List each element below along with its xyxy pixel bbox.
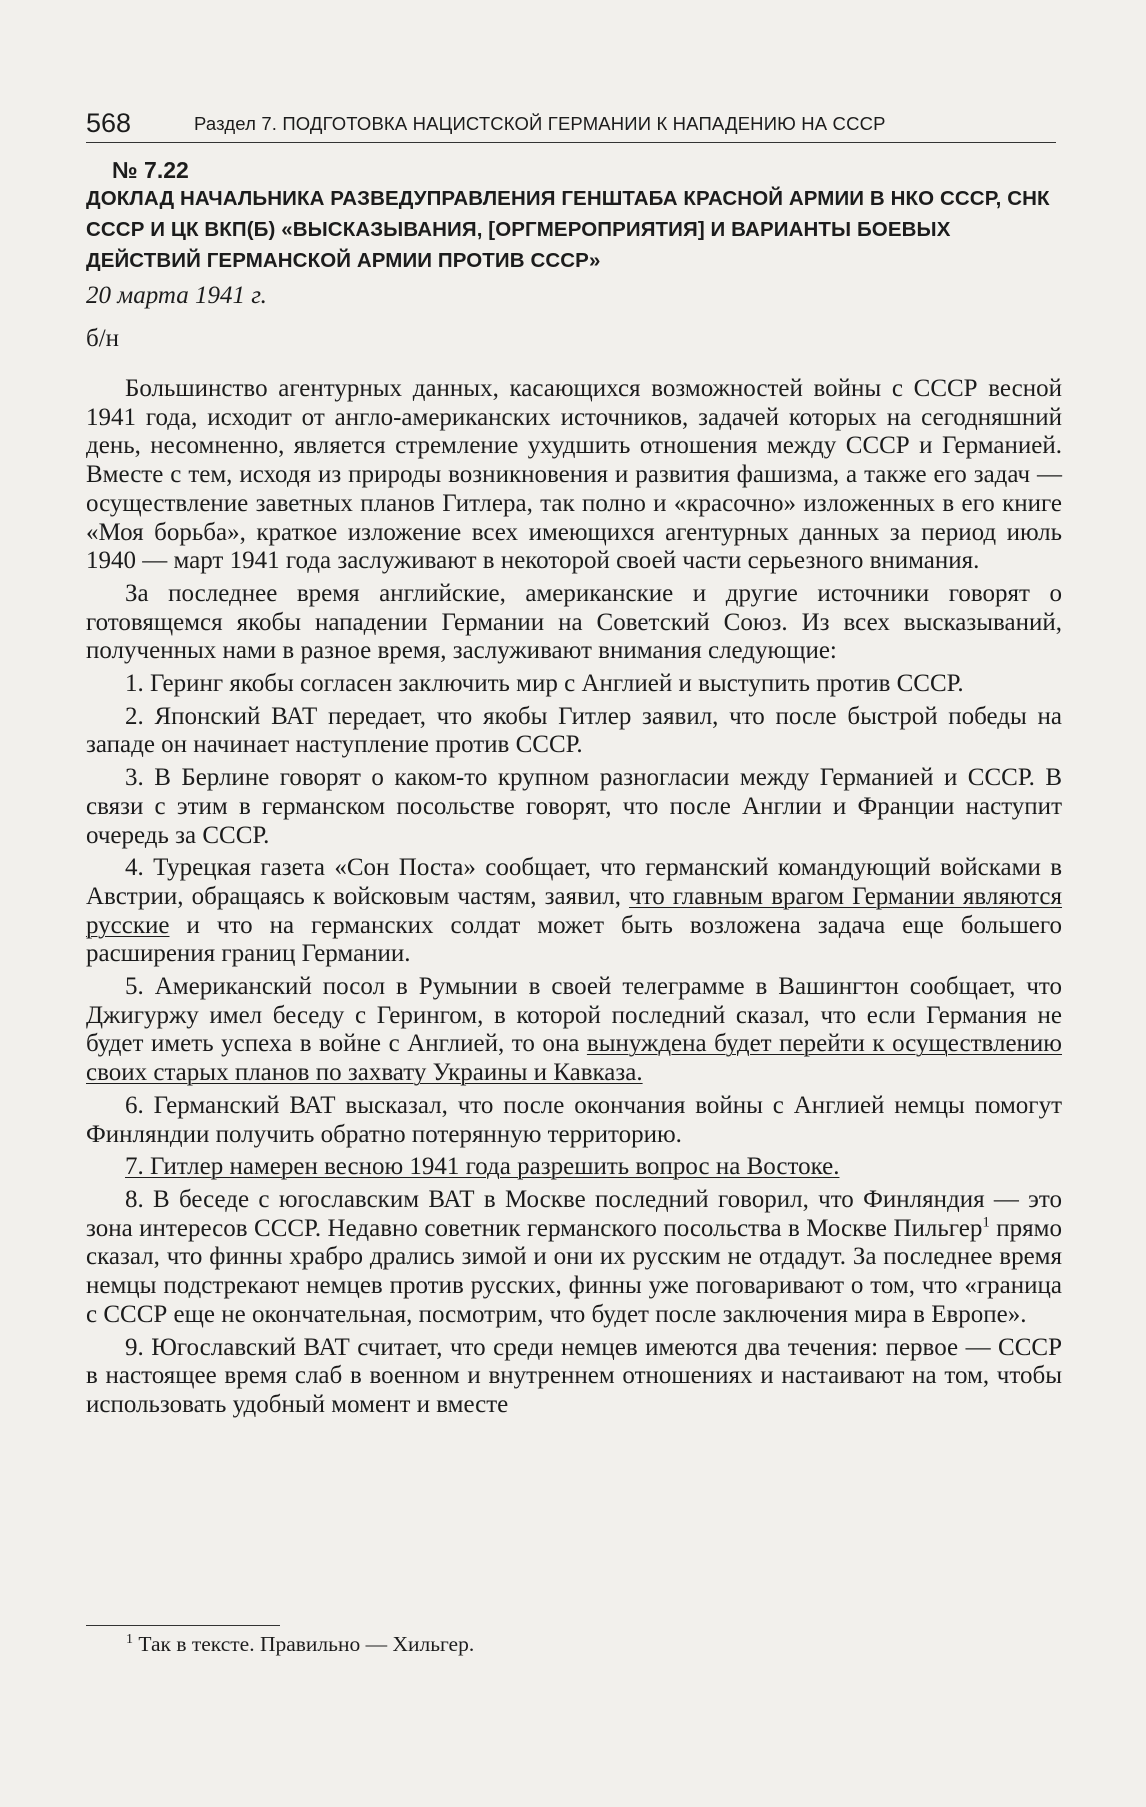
list-item-7-underlined: 7. Гитлер намерен весною 1941 года разрешить вопрос на Востоке.: [125, 1153, 840, 1181]
list-item-3: 3. В Берлине говорят о каком-то крупном разногласии между Германией и СССР. В связи с этим в германском посольстве говорят, что после Англии и Франции наступит очередь за СССР.: [86, 764, 1062, 849]
list-item-5-text-a: 5. Американский посол в Румынии в своей телеграмме в Вашингтон сообщает, что Джигуржу имел беседу с Герингом, в которой последний сказал, что если Германия не будет иметь успеха в войне с Англией, то она: [86, 973, 1062, 1058]
list-item-4-underlined: что главным врагом Германии являются русские: [86, 882, 1063, 939]
document-date: 20 марта 1941 г.: [86, 282, 267, 309]
list-item-5-underlined: вынуждена будет перейти к осуществлению своих старых планов по захвату Украины и Кавказа.: [86, 1030, 1062, 1087]
list-item-8-text-a: 8. В беседе с югославским ВАТ в Москве последний говорил, что Финляндия — это зона интересов СССР. Недавно советник германского посольства в Москве Пильгер: [86, 1185, 1062, 1242]
list-item-7: [86, 1153, 1062, 1182]
paragraph-sources: За последнее время английские, американские и другие источники говорят о готовящемся якобы нападении Германии на Советский Союз. Из всех высказываний, полученных нами в разное время, заслуживают внимания следующие:: [86, 579, 1062, 665]
list-item-4: [86, 854, 1062, 969]
list-item-4-text-a: 4. Турецкая газета «Сон Поста» сообщает, что германский командующий войсками в Австрии, обращаясь к войсковым частям, заявил,: [86, 854, 1062, 910]
page-number: 568: [86, 108, 132, 138]
list-item-5: [86, 973, 1062, 1088]
list-item-6: 6. Германский ВАТ высказал, что после окончания войны с Англией немцы помогут Финляндии получить обратно потерянную территорию.: [86, 1091, 1062, 1148]
running-head: Раздел 7. ПОДГОТОВКА НАЦИСТСКОЙ ГЕРМАНИИ К НАПАДЕНИЮ НА СССР: [194, 113, 886, 134]
list-item-8: [86, 1186, 1062, 1330]
list-item-2: 2. Японский ВАТ передает, что якобы Гитлер заявил, что после быстрой победы на западе он начинает наступление против СССР.: [86, 702, 1062, 759]
document-number: № 7.22: [112, 157, 189, 183]
paragraph-intro: Большинство агентурных данных, касающихся возможностей войны с СССР весной 1941 года, исходит от англо-американских источников, задачей которых на сегодняшний день, несомненно, является стремление ухудшить отношения между СССР и Германией. Вместе с тем, исходя из природы возникновения и развития фашизма, а также его задач — осуществление заветных планов Гитлера, так полно и «красочно» изложенных в его книге «Моя борьба», краткое изложение всех имеющихся агентурных данных за период июль 1940 — март 1941 года заслуживают в некоторой своей части серьезного внимания.: [86, 375, 1062, 575]
list-item-8-text-b: прямо сказал, что финны храбро дрались зимой и они их русским не отдадут. За последнее время немцы подстрекают немцев против русских, финны уже поговаривают о том, что «граница с СССР еще не окончательная, посмотрим, что будет после заключения мира в Европе».: [86, 1214, 1062, 1328]
list-item-4-text-b: и что на германских солдат может быть возложена задача еще большего расширения границ Германии.: [86, 911, 1062, 968]
list-item-9: 9. Югославский ВАТ считает, что среди немцев имеются два течения: первое — СССР в настоящее время слаб в военном и внутреннем отношениях и настаивают на том, чтобы использовать удобный момент и вместе: [86, 1333, 1062, 1418]
document-title: ДОКЛАД НАЧАЛЬНИКА РАЗВЕДУПРАВЛЕНИЯ ГЕНШТАБА КРАСНОЙ АРМИИ В НКО СССР, СНК СССР И ЦК ВКП(Б) «ВЫСКАЗЫВАНИЯ, [ОРГМЕРОПРИЯТИЯ] И ВАРИАНТЫ БОЕВЫХ ДЕЙСТВИЙ ГЕРМАНСКОЙ АРМИИ ПРОТИВ СССР»: [86, 187, 1050, 272]
footnote-text: Так в тексте. Правильно — Хильгер.: [138, 1632, 475, 1656]
list-item-1: 1. Геринг якобы согласен заключить мир с Англией и выступить против СССР.: [125, 670, 964, 698]
document-reference: б/н: [86, 325, 120, 352]
footnote-divider: [86, 1625, 280, 1626]
footnote: [126, 1632, 474, 1657]
footnote-ref: 1: [982, 1214, 990, 1231]
document-body: [86, 375, 1062, 1424]
footnote-marker: 1: [126, 1631, 133, 1647]
page-header: [86, 108, 1056, 143]
